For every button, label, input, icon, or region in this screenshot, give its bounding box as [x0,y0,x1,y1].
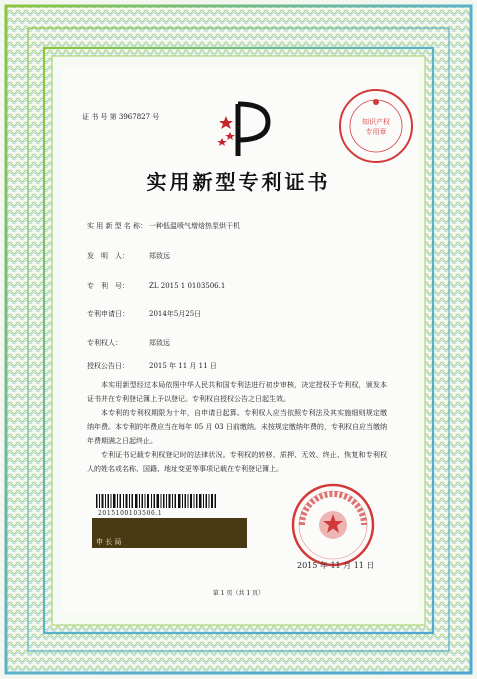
certificate-title: 实用新型专利证书 [146,170,331,194]
field-value: 2015 年 11 月 11 日 [149,362,217,370]
svg-text:知识产权: 知识产权 [362,118,390,126]
field-label: 专利权人： [87,339,122,347]
field-patentee [87,338,170,348]
certificate-number: 证 书 号 第 3967827 号 [82,113,160,121]
official-seal-stamp [290,482,376,568]
patent-office-logo [216,98,274,160]
field-value: ZL 2015 1 0103506.1 [149,282,226,290]
barcode [96,494,216,508]
field-patent-number [87,281,225,291]
page-footer: 第 1 页（共 1 页） [212,590,265,597]
barcode-number: 2015100103506.1 [98,510,163,517]
field-announcement-date [87,361,217,371]
field-label: 专利申请日： [87,310,129,318]
small-seal-stamp [334,84,418,168]
field-inventor [87,251,170,261]
field-application-date [87,309,201,319]
field-value: 郑致远 [149,252,170,260]
field-utility-model-name [87,221,240,231]
body-paragraph-3: 专利证书记载专利权登记时的法律状况。专利权的转移、质押、无效、终止、恢复和专利权人的姓名或名称、国籍、地址变更等事项记载在专利登记簿上。 [87,451,387,473]
field-label: 授权公告日： [87,362,129,370]
body-paragraph-1: 本实用新型经过本局依照中华人民共和国专利法进行初步审核，决定授权予专利权，颁发本证书并在专利登记簿上予以登记。专利权自授权公告之日起生效。 [87,381,387,403]
redacted-signature-label: 申 长 局 [96,538,122,546]
field-label: 专 利 号： [87,282,129,290]
field-value: 郑致远 [149,339,170,347]
body-paragraph-2: 本专利的专利权期限为十年，自申请日起算。专利权人应当依照专利法及其实施细则规定缴纳年费。本专利的年费应当在每年 05 月 03 日前缴纳。未按规定缴纳年费的，专利权自应当缴纳年费期满之日起终止。 [87,409,387,445]
field-label: 发 明 人： [87,252,129,260]
field-label: 实 用 新 型 名 称： [87,222,148,230]
svg-text:专用章: 专用章 [365,128,387,136]
seal-date: 2015 年 11 月 11 日 [297,561,375,570]
field-value: 一种低温喷气增焓热泵烘干机 [149,222,240,230]
field-value: 2014年5月25日 [149,310,202,318]
